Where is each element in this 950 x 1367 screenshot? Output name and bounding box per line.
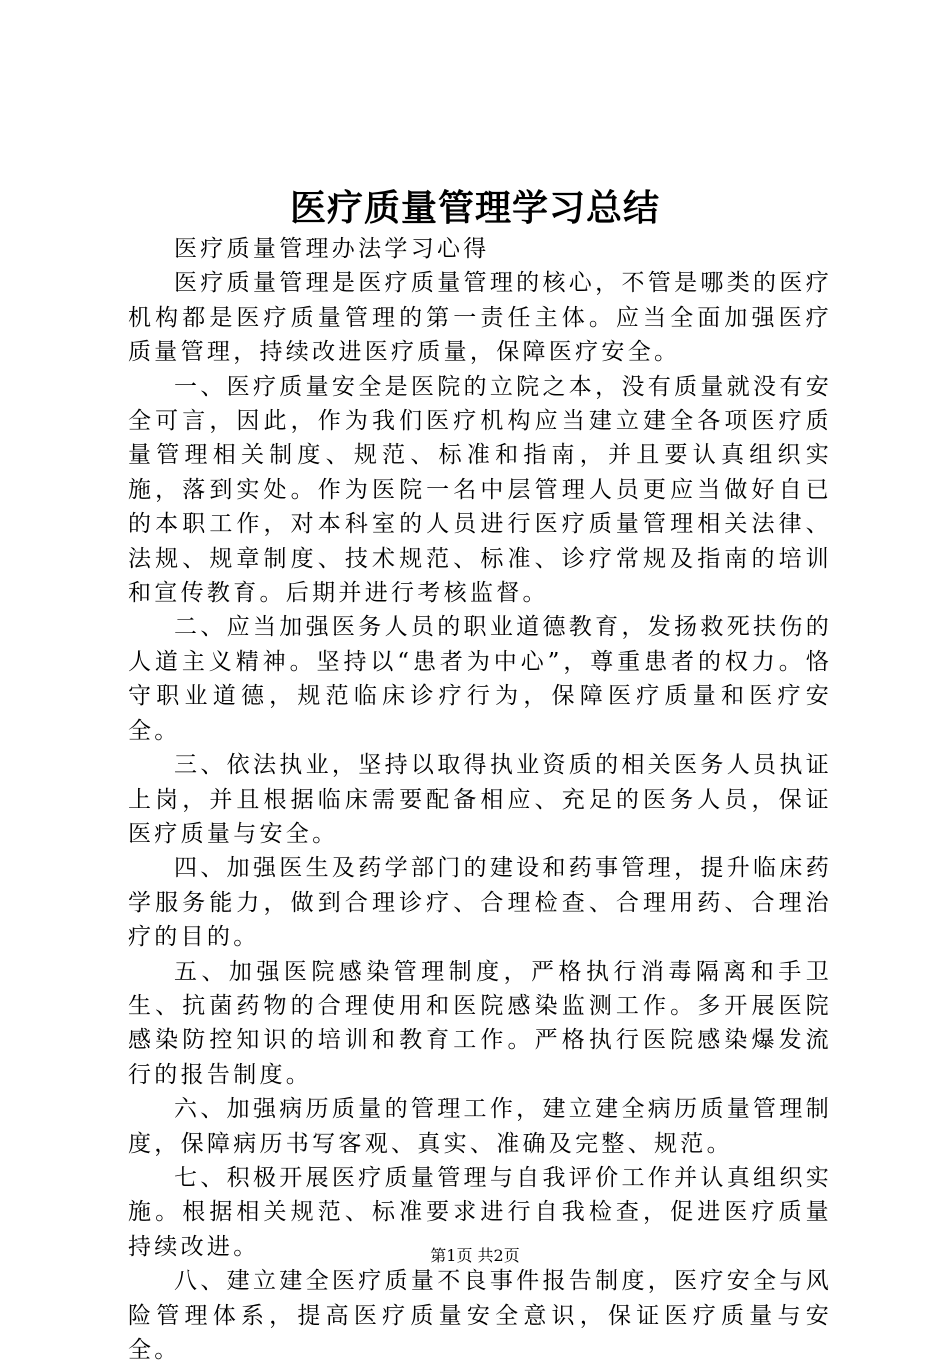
page-footer: 第1页 共2页 xyxy=(430,1246,520,1265)
section-paragraph-4: 四、加强医生及药学部门的建设和药事管理，提升临床药学服务能力，做到合理诊疗、合理检查、合理用药、合理治疗的目的。 xyxy=(128,855,832,951)
section-paragraph-3: 三、依法执业，坚持以取得执业资质的相关医务人员执证上岗，并且根据临床需要配备相应、充足的医务人员，保证医疗质量与安全。 xyxy=(128,752,832,847)
section-paragraph-1: 一、医疗质量安全是医院的立院之本，没有质量就没有安全可言，因此，作为我们医疗机构应当建立建全各项医疗质量管理相关制度、规范、标准和指南，并且要认真组织实施，落到实处。作为医院一名中层管理人员更应当做好自已的本职工作，对本科室的人员进行医疗质量管理相关法律、法规、规章制度、技术规范、标准、诊疗常规及指南的培训和宣传教育。后期并进行考核监督。 xyxy=(128,373,832,607)
section-paragraph-8: 八、建立建全医疗质量不良事件报告制度，医疗安全与风险管理体系，提高医疗质量安全意识，保证医疗质量与安全。 xyxy=(128,1268,832,1363)
section-paragraph-7: 七、积极开展医疗质量管理与自我评价工作并认真组织实施。根据相关规范、标准要求进行自我检查，促进医疗质量持续改进。 xyxy=(128,1164,832,1260)
document-body xyxy=(128,232,832,1367)
subtitle-paragraph: 医疗质量管理办法学习心得 xyxy=(174,236,490,262)
section-paragraph-2: 二、应当加强医务人员的职业道德教育，发扬救死扶伤的人道主义精神。坚持以“患者为中心”，尊重患者的权力。恪守职业道德，规范临床诊疗行为，保障医疗质量和医疗安全。 xyxy=(128,614,832,744)
document-title: 医疗质量管理学习总结 xyxy=(289,187,660,229)
intro-paragraph: 医疗质量管理是医疗质量管理的核心，不管是哪类的医疗机构都是医疗质量管理的第一责任主体。应当全面加强医疗质量管理，持续改进医疗质量，保障医疗安全。 xyxy=(128,270,832,366)
section-paragraph-5: 五、加强医院感染管理制度，严格执行消毒隔离和手卫生、抗菌药物的合理使用和医院感染监测工作。多开展医院感染防控知识的培训和教育工作。严格执行医院感染爆发流行的报告制度。 xyxy=(128,958,832,1088)
section-paragraph-6: 六、加强病历质量的管理工作，建立建全病历质量管理制度，保障病历书写客观、真实、准确及完整、规范。 xyxy=(128,1096,832,1157)
